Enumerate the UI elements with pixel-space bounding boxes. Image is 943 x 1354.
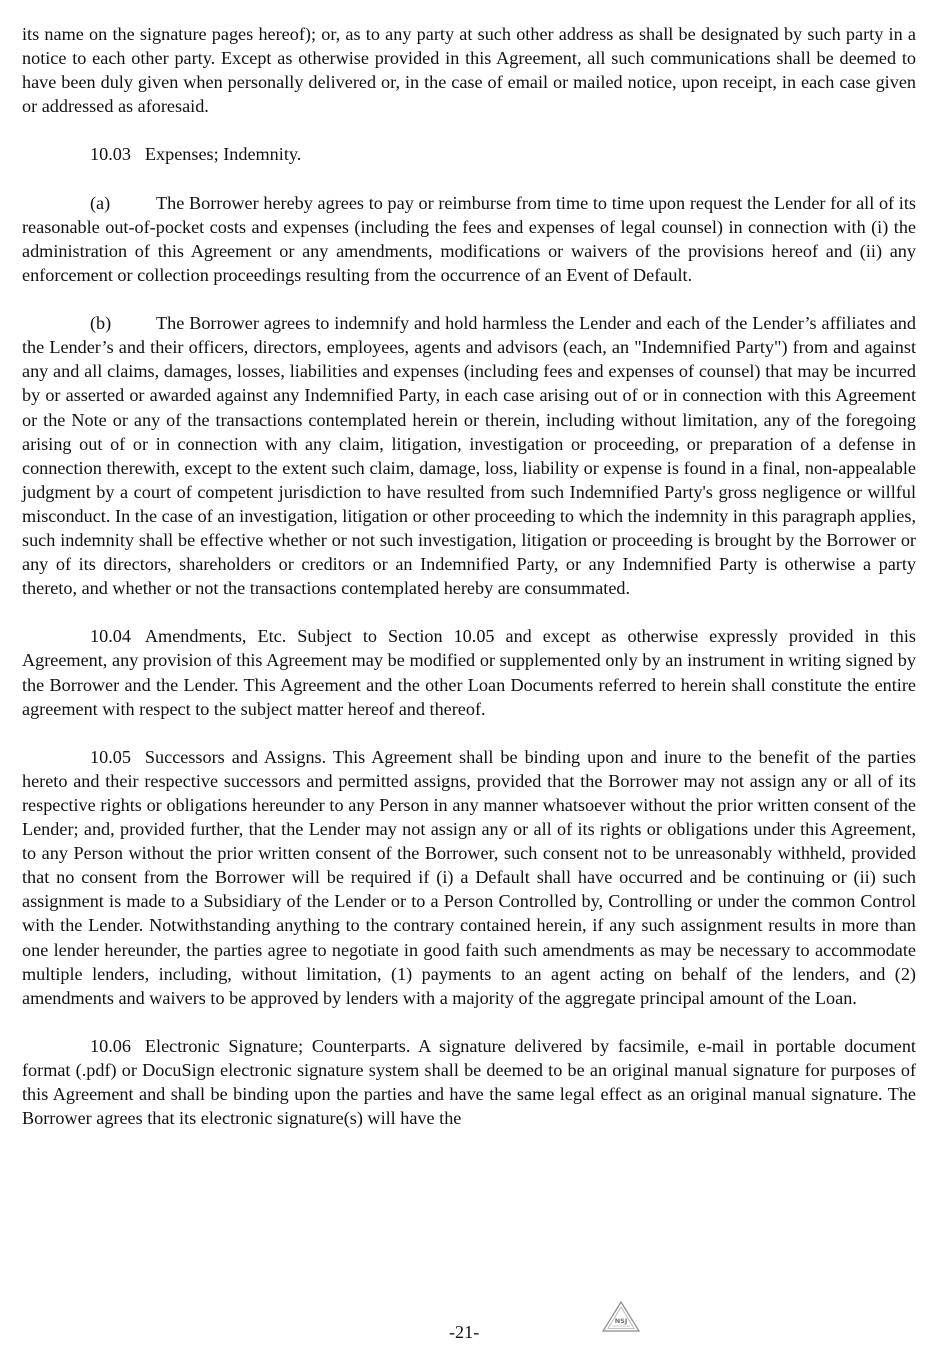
page-number: -21- — [449, 1322, 480, 1342]
section-number: 10.03 — [90, 144, 131, 165]
intro-paragraph: its name on the signature pages hereof); or, as to any party at such other address as shall be designated by such party in a notice to each other party. Except as otherwise provided in this Agreement, all such communications shall be deemed to have been duly given when personally delivered or, in the case of email or mailed notice, upon receipt, in each case given or addressed as aforesaid. — [22, 24, 916, 117]
subsection-text: The Borrower hereby agrees to pay or reimburse from time to time upon request the Lender for all of its reasonable out-of-pocket costs and expenses (including the fees and expenses of legal counsel) in connection with (i) the administration of this Agreement or any amendments, modifications or waivers of the provisions hereof and (ii) any enforcement or collection proceedings resulting from the occurrence of an Event of Default. — [22, 192, 916, 285]
section-text: Successors and Assigns. This Agreement shall be binding upon and inure to the benefit of the parties hereto and their respective successors and permitted assigns, provided that the Borrower may not assign any or all of its respective rights or obligations hereunder to any Person in any manner whatsoever without the prior written consent of the Lender; and, provided further, that the Lender may not assign any or all of its rights or obligations under this Agreement, to any Person without the prior written consent of the Borrower, such consent not to be unreasonably withheld, provided that no consent from the Borrower will be required if (i) a Default shall have occurred and be continuing or (ii) such assignment is made to a Subsidiary of the Lender or to a Person Controlled by, Controlling or under the common Control with the Lender. Notwithstanding anything to the contrary contained herein, if any such assignment results in more than one lender hereunder, the parties agree to negotiate in good faith such amendments as may be necessary to accommodate multiple lenders, including, without limitation, (1) payments to an agent acting on behalf of the lenders, and (2) amendments and waivers to be approved by lenders with a majority of the aggregate principal amount of the Loan. — [22, 746, 916, 1008]
section-10-05-paragraph — [22, 745, 916, 1010]
section-number: 10.04 — [90, 626, 131, 647]
subsection-text: The Borrower agrees to indemnify and hold harmless the Lender and each of the Lender’s affiliates and the Lender’s and their officers, directors, employees, agents and advisors (each, an "Indemnified Party") from and against any and all claims, damages, losses, liabilities and expenses (including fees and expenses of counsel) that may be incurred by or asserted or awarded against any Indemnified Party, in each case arising out of or in connection with this Agreement or the Note or any of the transactions contemplated herein or therein, including without limitation, any of the foregoing arising out of or in connection with any claim, litigation, investigation or proceeding, or preparation of a defense in connection therewith, except to the extent such claim, damage, loss, liability or expense is found in a final, non-appealable judgment by a court of competent jurisdiction to have resulted from such Indemnified Party's gross negligence or willful misconduct. In the case of an investigation, litigation or other proceeding to which the indemnity in this paragraph applies, such indemnity shall be effective whether or not such investigation, litigation or proceeding is brought by the Borrower or any of its directors, shareholders or creditors or an Indemnified Party, or any Indemnified Party is otherwise a party thereto, and whether or not the transactions contemplated hereby are consummated. — [22, 313, 916, 599]
section-text: Electronic Signature; Counterparts. A signature delivered by facsimile, e-mail in portable document format (.pdf) or DocuSign electronic signature system shall be deemed to be an original manual signature for purposes of this Agreement and shall be binding upon the parties and have the same legal effect as an original manual signature. The Borrower agrees that its electronic signature(s) will have the — [22, 1035, 916, 1129]
section-text: Amendments, Etc. Subject to Section 10.05 and except as otherwise expressly provided in this Agreement, any provision of this Agreement may be modified or supplemented only by an instrument in writing signed by the Borrower and the Lender. This Agreement and the other Loan Documents referred to herein shall constitute the entire agreement with respect to the subject matter hereof and thereof. — [22, 626, 916, 719]
section-10-03-a-paragraph — [22, 191, 916, 287]
svg-text:NSJ: NSJ — [614, 1317, 628, 1325]
section-10-06-paragraph — [22, 1034, 916, 1130]
section-title: Expenses; Indemnity. — [144, 144, 302, 165]
section-10-03-heading — [22, 142, 916, 166]
subsection-label: (b) — [90, 313, 112, 334]
nsj-logo-icon — [601, 1300, 641, 1334]
section-10-04-paragraph — [22, 624, 916, 720]
document-page — [22, 22, 916, 1154]
subsection-label: (a) — [90, 192, 111, 213]
section-10-03-b-paragraph — [22, 311, 916, 600]
section-number: 10.05 — [90, 746, 131, 767]
section-number: 10.06 — [90, 1035, 131, 1056]
